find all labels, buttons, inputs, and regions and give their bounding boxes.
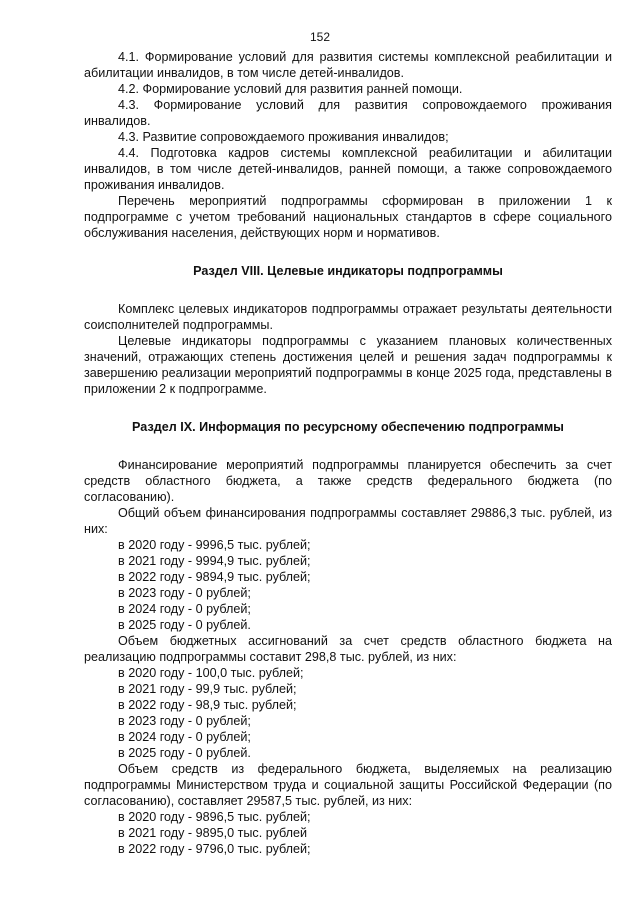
paragraph-4-3b: 4.3. Развитие сопровождаемого проживания инвалидов;: [118, 130, 449, 144]
federal-year-2022: в 2022 году - 9796,0 тыс. рублей;: [118, 842, 311, 856]
paragraph-4-4: 4.4. Подготовка кадров системы комплексной реабилитации и абилитации инвалидов, в том числе детей-инвалидов, ранней помощи, а также сопровождаемого проживания инвалидов.: [84, 146, 612, 192]
regional-budget-intro: Объем бюджетных ассигнований за счет средств областного бюджета на реализацию подпрограммы составит 298,8 тыс. рублей, из них:: [84, 634, 612, 664]
total-year-2025: в 2025 году - 0 рублей.: [118, 618, 251, 632]
section-9-intro-1: Финансирование мероприятий подпрограммы планируется обеспечить за счет средств областного бюджета, а также средств федерального бюджета (по согласованию).: [84, 458, 612, 504]
section-8-paragraph-1: Комплекс целевых индикаторов подпрограммы отражает результаты деятельности соисполнителей подпрограммы.: [84, 302, 612, 332]
section-8-paragraph-2: Целевые индикаторы подпрограммы с указанием плановых количественных значений, отражающих степень достижения целей и решения задач подпрограммы к завершению реализации мероприятий подпрограммы в конце 2025 года, представлены в приложении 2 к подпрограмме.: [84, 334, 612, 396]
section-9-intro-2: Общий объем финансирования подпрограммы составляет 29886,3 тыс. рублей, из них:: [84, 506, 612, 536]
regional-year-2020: в 2020 году - 100,0 тыс. рублей;: [118, 666, 304, 680]
regional-year-2021: в 2021 году - 99,9 тыс. рублей;: [118, 682, 297, 696]
total-year-2024: в 2024 году - 0 рублей;: [118, 602, 251, 616]
total-year-2022: в 2022 году - 9894,9 тыс. рублей;: [118, 570, 311, 584]
page-number: 152: [309, 30, 331, 44]
paragraph-4-2: 4.2. Формирование условий для развития ранней помощи.: [118, 82, 463, 96]
total-year-2023: в 2023 году - 0 рублей;: [118, 586, 251, 600]
regional-year-2025: в 2025 году - 0 рублей.: [118, 746, 251, 760]
regional-year-2023: в 2023 году - 0 рублей;: [118, 714, 251, 728]
section-8-heading: Раздел VIII. Целевые индикаторы подпрограммы: [193, 264, 503, 278]
total-year-2020: в 2020 году - 9996,5 тыс. рублей;: [118, 538, 311, 552]
page-body: [84, 49, 612, 857]
paragraph-4-3: 4.3. Формирование условий для развития сопровождаемого проживания инвалидов.: [84, 98, 612, 128]
federal-year-2020: в 2020 году - 9896,5 тыс. рублей;: [118, 810, 311, 824]
section-9-heading: Раздел IX. Информация по ресурсному обеспечению подпрограммы: [132, 420, 564, 434]
paragraph-4-1: 4.1. Формирование условий для развития системы комплексной реабилитации и абилитации инвалидов, в том числе детей-инвалидов.: [84, 50, 612, 80]
paragraph-measures-list: Перечень мероприятий подпрограммы сформирован в приложении 1 к подпрограмме с учетом требований национальных стандартов в сфере социального обслуживания населения, действующих норм и нормативов.: [84, 194, 612, 240]
federal-budget-intro: Объем средств из федерального бюджета, выделяемых на реализацию подпрограммы Министерством труда и социальной защиты Российской Федерации (по согласованию), составляет 29587,5 тыс. рублей, из них:: [84, 762, 612, 808]
total-year-2021: в 2021 году - 9994,9 тыс. рублей;: [118, 554, 311, 568]
regional-year-2022: в 2022 году - 98,9 тыс. рублей;: [118, 698, 297, 712]
regional-year-2024: в 2024 году - 0 рублей;: [118, 730, 251, 744]
federal-year-2021: в 2021 году - 9895,0 тыс. рублей: [118, 826, 308, 840]
